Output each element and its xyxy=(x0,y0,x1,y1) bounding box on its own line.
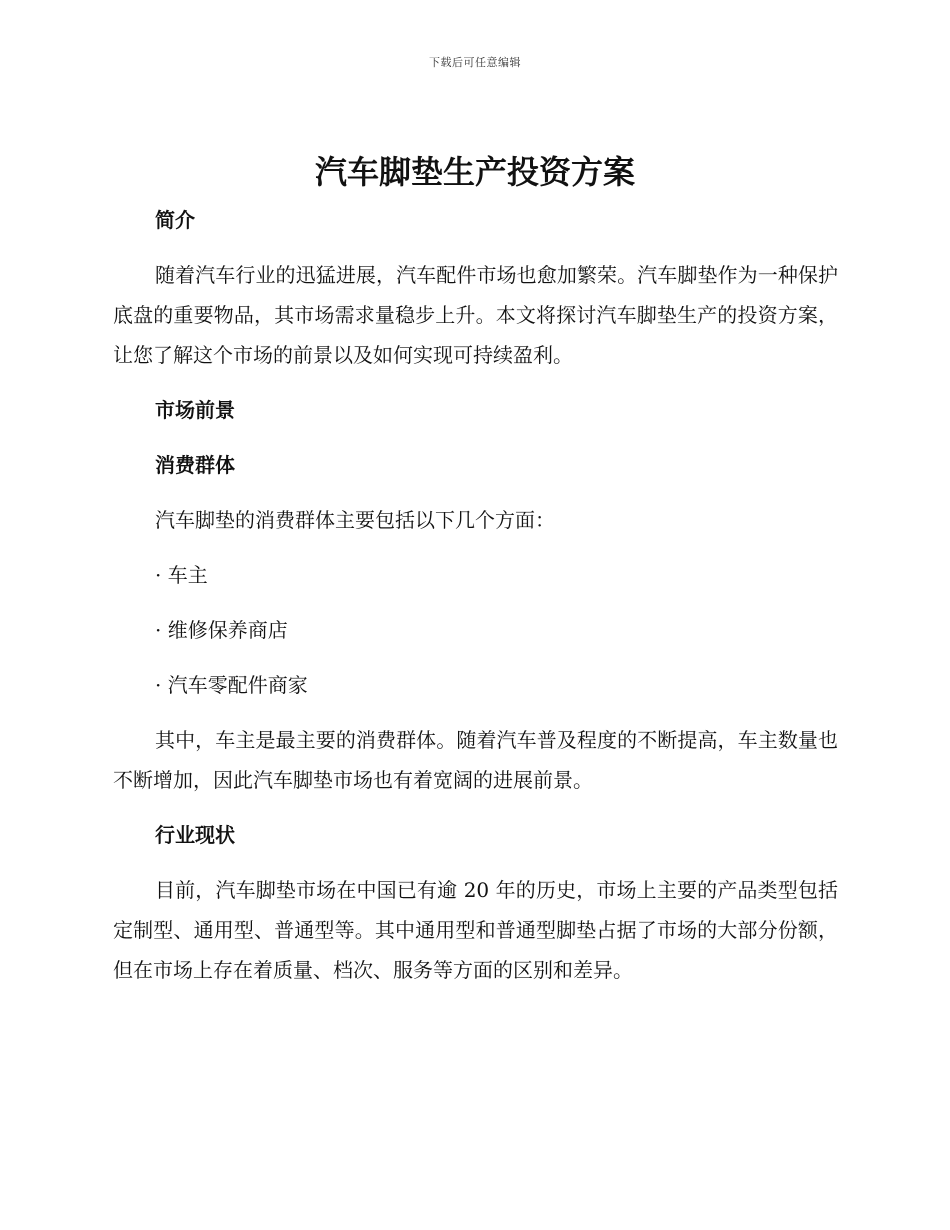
consumer-list-item: · 车主 xyxy=(155,563,208,587)
section-heading-intro: 简介 xyxy=(155,208,195,232)
document-body xyxy=(113,200,838,990)
consumer-list-item: · 维修保养商店 xyxy=(155,618,288,642)
document-title: 汽车脚垫生产投资方案 xyxy=(314,153,635,191)
intro-paragraph: 随着汽车行业的迅猛进展，汽车配件市场也愈加繁荣。汽车脚垫作为一种保护底盘的重要物品，其市场需求量稳步上升。本文将探讨汽车脚垫生产的投资方案，让您了解这个市场的前景以及如何实现可持续盈利。 xyxy=(113,263,838,367)
section-heading-consumers: 消费群体 xyxy=(155,453,235,477)
section-heading-market: 市场前景 xyxy=(155,398,235,422)
page-header-note: 下载后可任意编辑 xyxy=(429,56,521,69)
consumer-summary-paragraph: 其中，车主是最主要的消费群体。随着汽车普及程度的不断提高，车主数量也不断增加，因此汽车脚垫市场也有着宽阔的进展前景。 xyxy=(113,728,838,792)
industry-paragraph: 目前，汽车脚垫市场在中国已有逾 20 年的历史，市场上主要的产品类型包括定制型、通用型、普通型等。其中通用型和普通型脚垫占据了市场的大部分份额，但在市场上存在着质量、档次、服务等方面的区别和差异。 xyxy=(113,878,838,982)
consumer-paragraph: 汽车脚垫的消费群体主要包括以下几个方面： xyxy=(155,508,555,532)
consumer-list-item: · 汽车零配件商家 xyxy=(155,673,308,697)
section-heading-industry: 行业现状 xyxy=(155,823,235,847)
